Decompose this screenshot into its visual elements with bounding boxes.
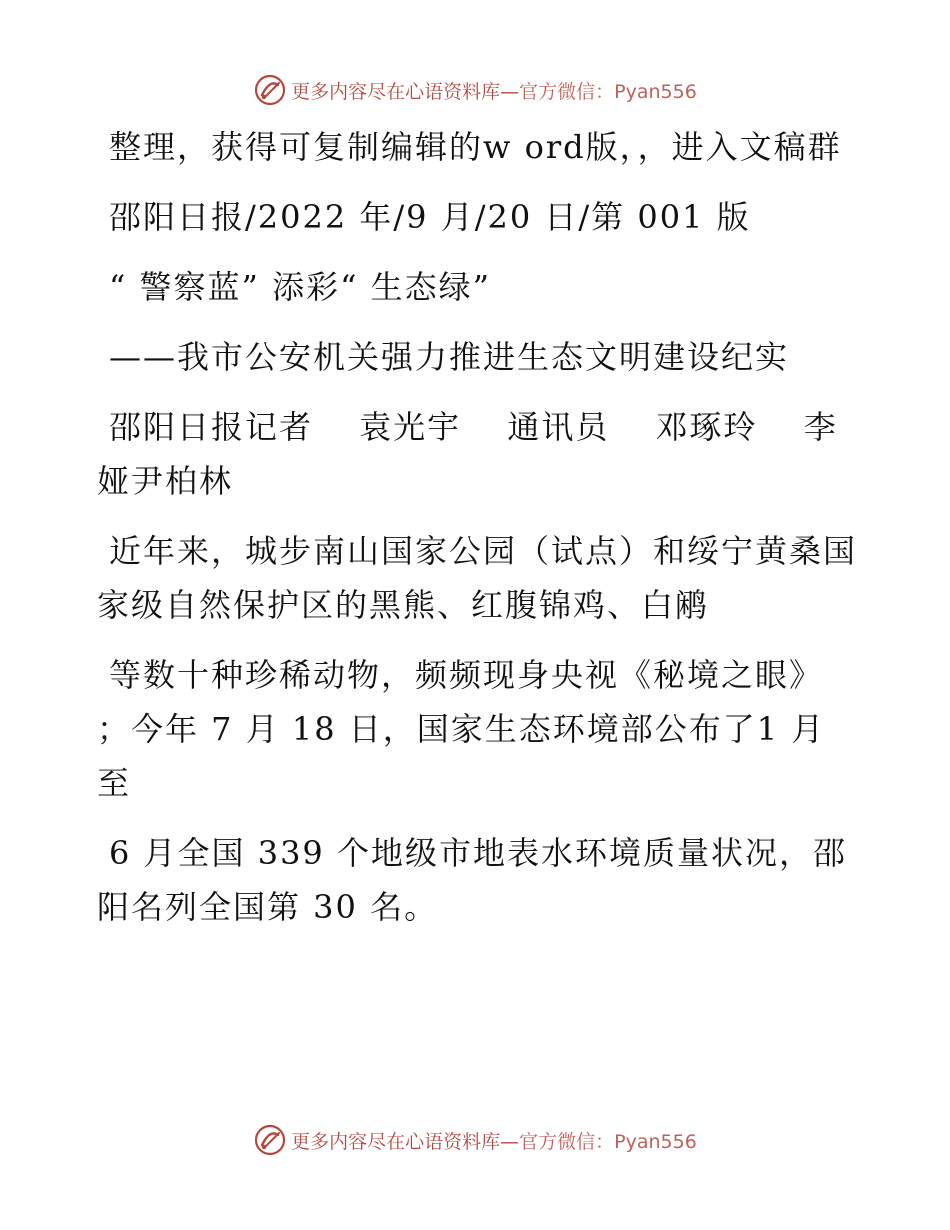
banner-text: 更多内容尽在心语资料库 [291, 80, 501, 103]
banner-separator: — [500, 1130, 520, 1153]
paragraph-byline: 邵阳日报记者 袁光宇 通讯员 邓琢玲 李娅尹柏林 [97, 408, 838, 500]
logo-mark-icon [253, 73, 287, 107]
logo-mark-icon [253, 1123, 287, 1157]
paragraph-body-3: 6 月全国 339 个地级市地表水环境质量状况，邵阳名列全国第 30 名。 [97, 834, 847, 926]
paragraph-body-2: 等数十种珍稀动物，频频现身央视《秘境之眼》 ；今年 7 月 18 日，国家生态环境部公布了1 月至 [97, 656, 836, 802]
paragraph-title: “ 警察蓝” 添彩“ 生态绿” [109, 268, 491, 306]
paragraph-intro: 整理，获得可复制编辑的w ord版，，进入文稿群 [109, 128, 842, 166]
paragraph-source: 邵阳日报/2022 年/9 月/20 日/第 001 版 [109, 198, 751, 236]
document-body [97, 120, 857, 950]
paragraph-body-1: 近年来，城步南山国家公园（试点）和绥宁黄桑国家级自然保护区的黑熊、红腹锦鸡、白鹇 [97, 532, 858, 624]
footer-banner [0, 1120, 950, 1160]
header-banner [0, 70, 950, 110]
banner-separator: — [500, 80, 520, 103]
banner-wechat: 官方微信：Pyan556 [519, 80, 697, 103]
banner-wechat: 官方微信：Pyan556 [519, 1130, 697, 1153]
paragraph-subtitle: ——我市公安机关强力推进生态文明建设纪实 [109, 338, 790, 376]
banner-text: 更多内容尽在心语资料库 [291, 1130, 501, 1153]
